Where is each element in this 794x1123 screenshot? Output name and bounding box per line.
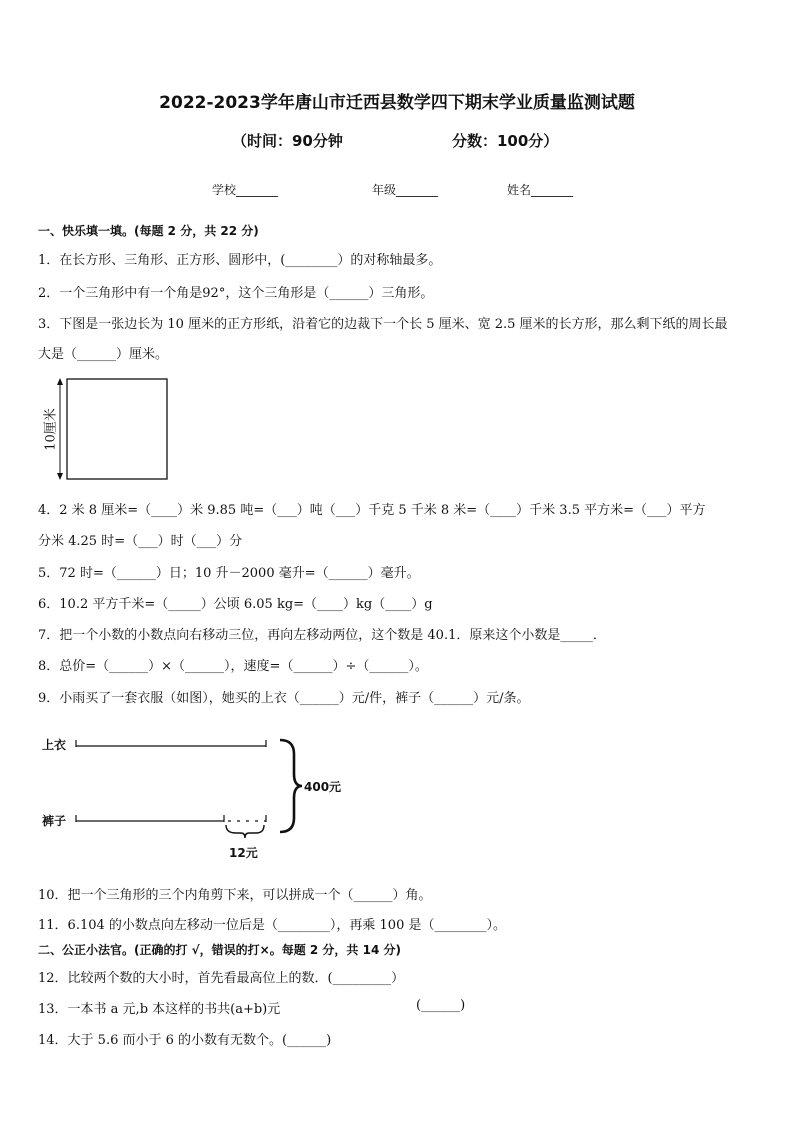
total-score: 分数：100分）: [452, 132, 559, 150]
name-field: 姓名_______: [507, 183, 574, 197]
difference-label: 12元: [229, 846, 258, 860]
question-8: 8．总价=（______）×（______），速度=（______）÷（______）。: [38, 659, 428, 674]
clothes-price-diagram: [36, 730, 356, 865]
square-figure: [36, 374, 176, 484]
question-13: 13．一本书 a 元,b 本这样的书共(a+b)元: [38, 1002, 281, 1017]
page-title: 2022-2023学年唐山市迁西县数学四下期末学业质量监测试题: [159, 93, 635, 113]
question-6: 6．10.2 平方千米=（_____）公顷 6.05 kg=（____）kg（____）g: [38, 597, 433, 612]
question-9: 9．小雨买了一套衣服（如图），她买的上衣（______）元/件，裤子（______）元/条。: [38, 691, 530, 706]
question-11: 11．6.104 的小数点向左移动一位后是（________），再乘 100 是（________）。: [38, 918, 506, 933]
section-2-heading: 二、公正小法官。(正确的打 √，错误的打×。每题 2 分，共 14 分): [38, 943, 401, 957]
question-13-blank: (______): [416, 998, 466, 1013]
square-side-label: 10厘米: [43, 408, 59, 451]
question-10: 10．把一个三角形的三个内角剪下来，可以拼成一个（______）角。: [38, 888, 432, 903]
pants-label: 裤子: [42, 814, 67, 828]
question-12: 12．比较两个数的大小时，首先看最高位上的数．(_________）: [38, 971, 405, 986]
question-7: 7．把一个小数的小数点向右移动三位，再向左移动两位，这个数是 40.1．原来这个小数是_____．: [38, 628, 606, 643]
time-limit: （时间：90分钟: [232, 132, 343, 150]
grade-field: 年级_______: [372, 183, 439, 197]
question-3-line-2: 大是（______）厘米。: [38, 347, 169, 362]
question-14: 14．大于 5.6 而小于 6 的小数有无数个。(______): [38, 1033, 332, 1048]
question-1: 1．在长方形、三角形、正方形、圆形中，(________）的对称轴最多。: [38, 253, 442, 268]
question-3-line-1: 3．下图是一张边长为 10 厘米的正方形纸，沿着它的边裁下一个长 5 厘米、宽 2.5 厘米的长方形，那么剩下纸的周长最: [38, 317, 728, 332]
top-label: 上衣: [42, 738, 67, 752]
section-1-heading: 一、快乐填一填。(每题 2 分，共 22 分): [38, 224, 259, 238]
question-5: 5．72 时=（______）日；10 升－2000 毫升=（______）毫升。: [38, 566, 420, 581]
school-field: 学校_______: [212, 183, 279, 197]
question-4-line-1: 4．2 米 8 厘米=（____）米 9.85 吨=（___）吨（___）千克 5 千米 8 米=（____）千米 3.5 平方米=（___）平方: [38, 503, 706, 518]
question-4-line-2: 分米 4.25 时=（___）时（___）分: [38, 534, 243, 549]
question-2: 2．一个三角形中有一个角是92°，这个三角形是（______）三角形。: [38, 286, 434, 301]
total-price-label: 400元: [304, 780, 342, 794]
